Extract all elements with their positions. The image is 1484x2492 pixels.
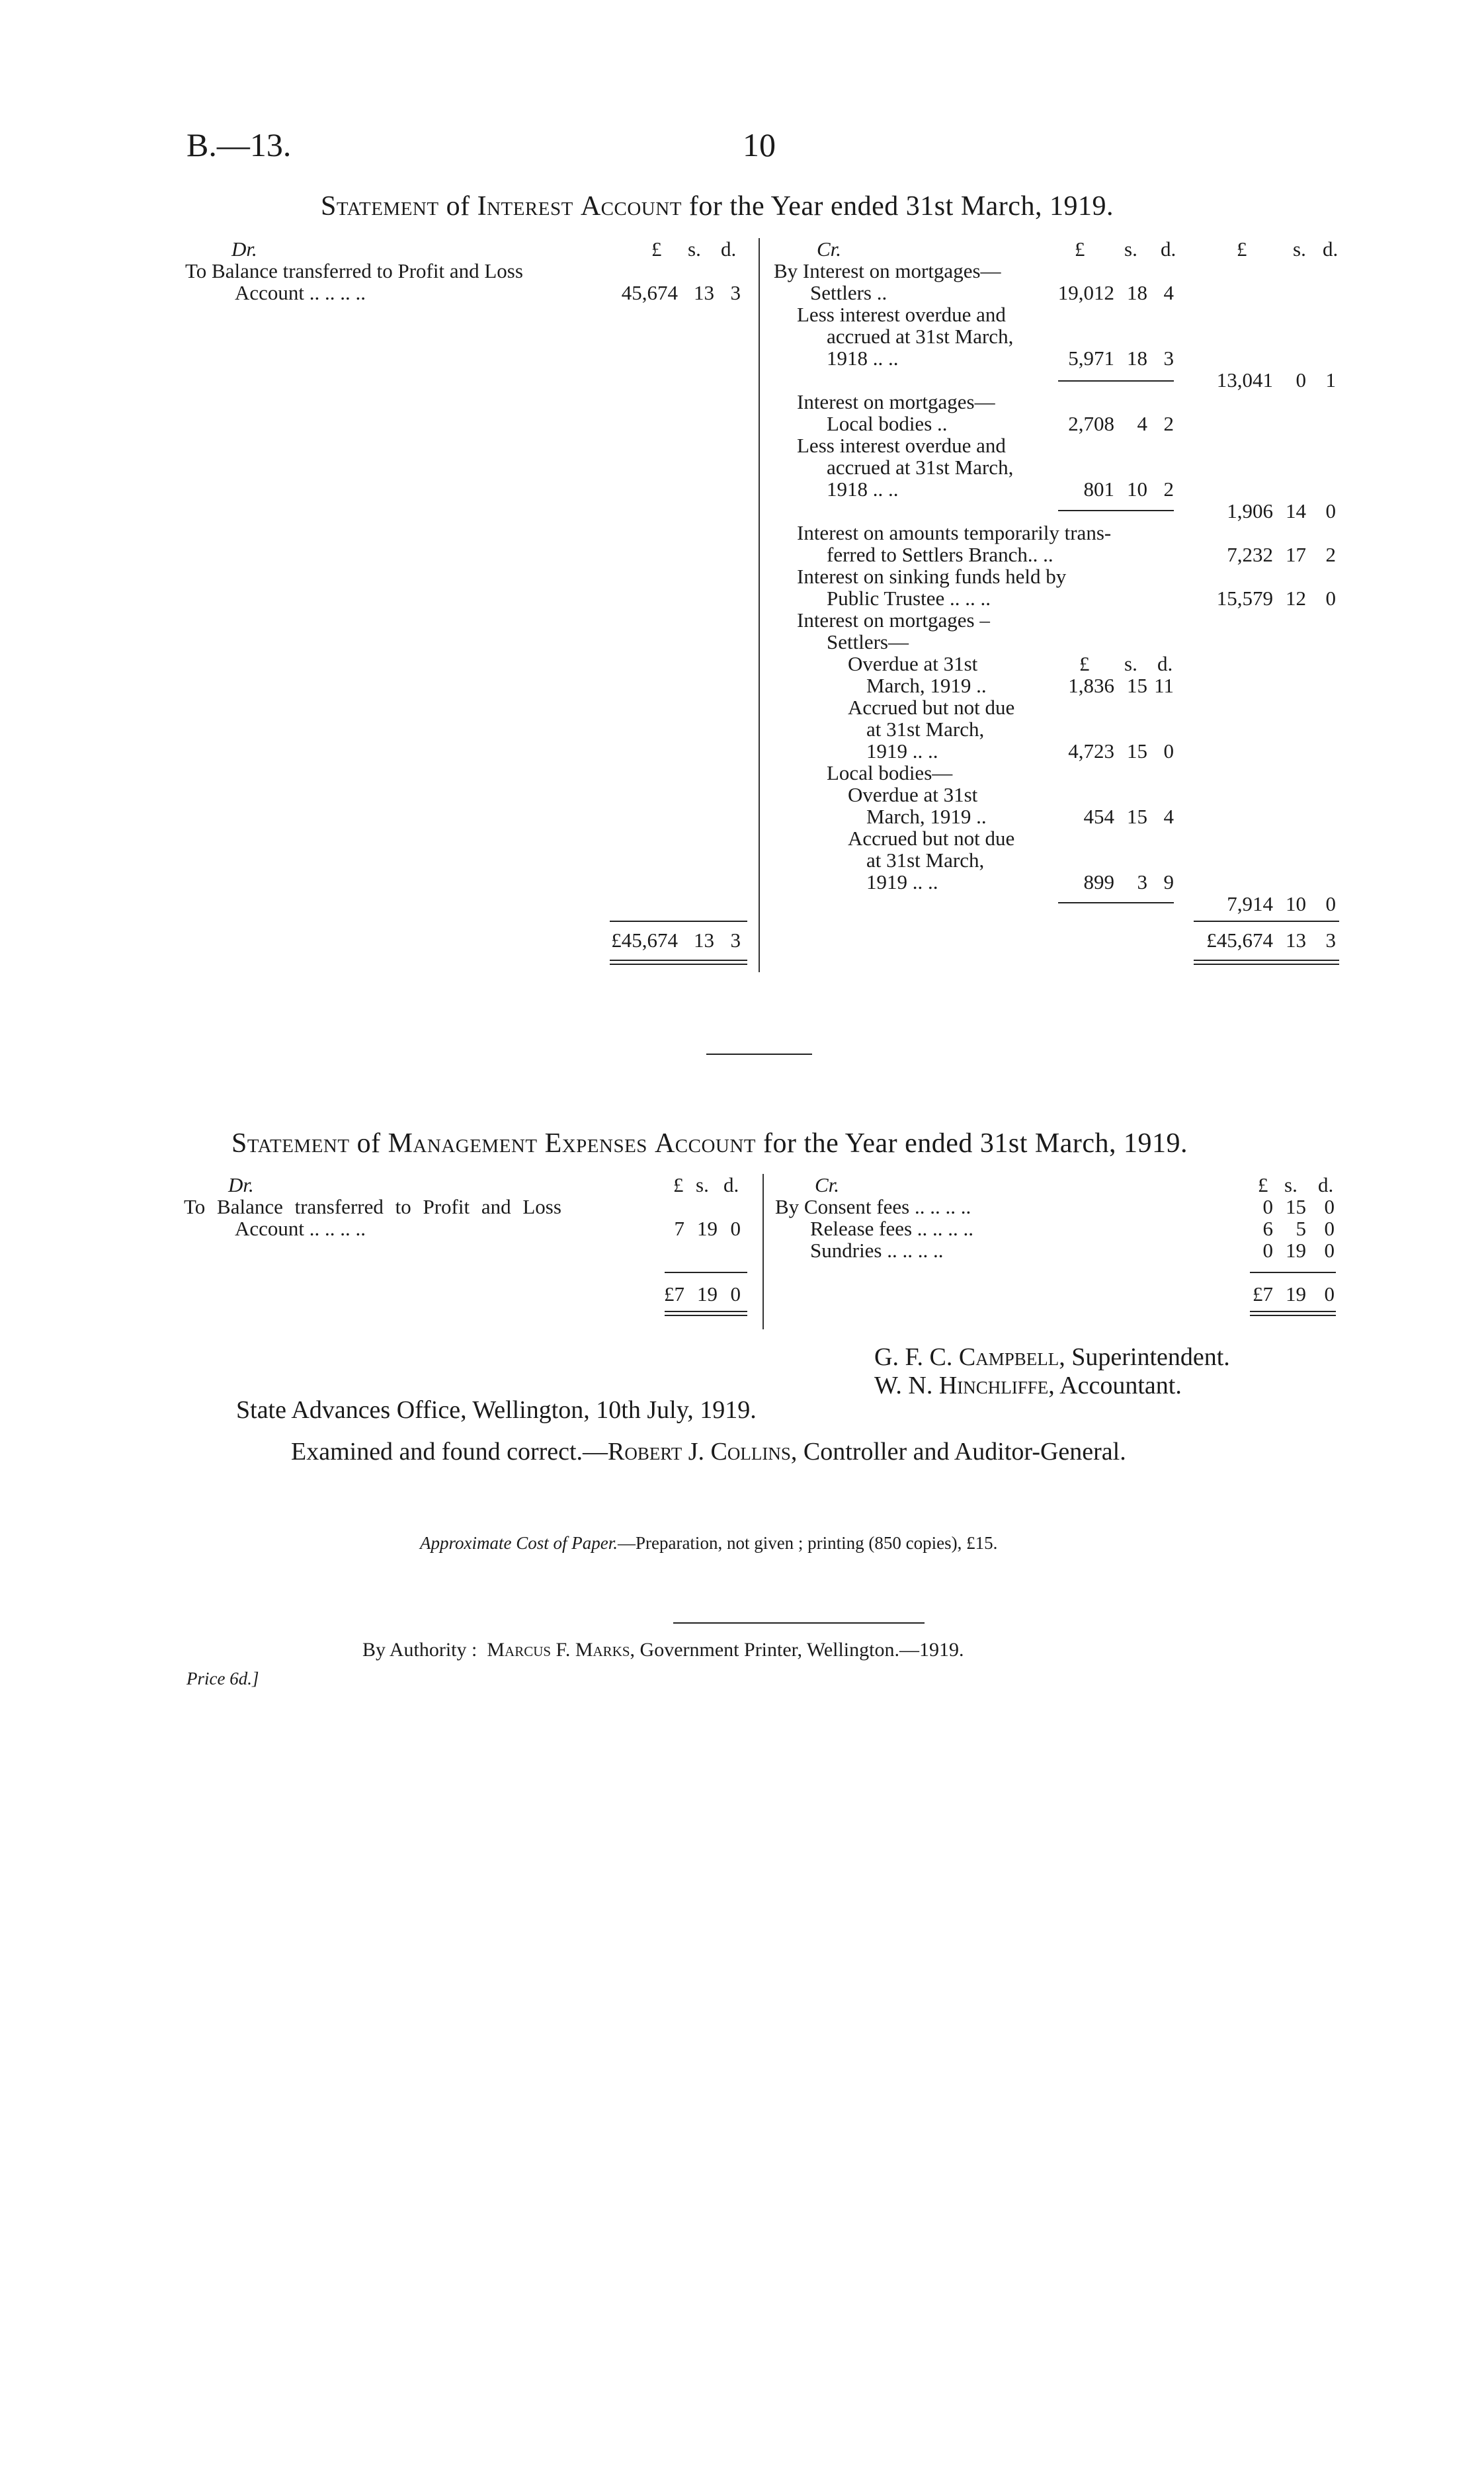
signature-accountant: W. N. Hinchliffe, Accountant. (874, 1372, 1182, 1399)
rule (1058, 510, 1174, 511)
cr-total-pence: 0 (1324, 1282, 1335, 1306)
cr-text: By Consent fees .. .. .. .. (775, 1195, 971, 1218)
cr-text: Local bodies— (827, 761, 953, 784)
pounds-header: £ (1258, 1173, 1268, 1196)
pounds-header: £ (1079, 652, 1090, 675)
dr-amount-pence: 3 (730, 281, 741, 304)
cr-total-shillings: 13 (1286, 929, 1306, 952)
dr-amount-pounds: 7 (674, 1217, 684, 1240)
column-divider (763, 1174, 764, 1329)
pence-header: d. (1157, 652, 1173, 675)
cr-text: accrued at 31st March, (827, 456, 1014, 479)
cr-text: Interest on amounts temporarily trans- (797, 521, 1112, 544)
cr-subtotal-pence: 0 (1325, 892, 1336, 915)
cr-label: Cr. (817, 237, 842, 261)
dr-entry-line1: To Balance transferred to Profit and Loss (185, 259, 523, 282)
cr-amount-pounds: 4,723 (1068, 739, 1114, 763)
cr-text: Less interest overdue and (797, 434, 1006, 457)
cr-amount-pounds: 19,012 (1057, 281, 1114, 304)
rule (1058, 380, 1174, 382)
double-rule (665, 1311, 747, 1316)
cr-amount-shillings: 19 (1286, 1239, 1306, 1262)
cr-amount-pence: 0 (1163, 739, 1174, 763)
cr-amount-shillings: 18 (1127, 281, 1147, 304)
cr-amount-shillings: 15 (1127, 739, 1147, 763)
document-reference: B.—13. (186, 126, 292, 163)
cr-text: accrued at 31st March, (827, 325, 1014, 348)
dr-total-pounds: £45,674 (611, 929, 678, 952)
management-expenses-title: Statement of Management Expenses Account for the Year ended 31st March, 1919. (231, 1128, 1188, 1159)
cr-text: at 31st March, (866, 849, 985, 872)
dr-amount-pence: 0 (730, 1217, 741, 1240)
dr-total-shillings: 13 (694, 929, 714, 952)
cr-subtotal-shillings: 0 (1296, 368, 1306, 392)
rule (1250, 1272, 1336, 1273)
signature-superintendent: G. F. C. Campbell, Superintendent. (874, 1343, 1230, 1371)
pence-header: d. (1161, 237, 1176, 261)
cost-of-paper-note: Approximate Cost of Paper.—Preparation, not given ; printing (850 copies), £15. (420, 1533, 998, 1553)
cr-text: Settlers .. (810, 281, 887, 304)
cr-amount-shillings: 3 (1137, 870, 1147, 893)
dr-label: Dr. (231, 237, 257, 261)
dr-entry-line2: Account .. .. .. .. (235, 1217, 366, 1240)
page-number: 10 (743, 126, 776, 163)
cr-amount-pounds: 6 (1262, 1217, 1273, 1240)
rule (665, 1272, 747, 1273)
cr-total-pounds: £45,674 (1206, 929, 1273, 952)
cr-amount-pounds: 5,971 (1068, 347, 1114, 370)
cr-label: Cr. (815, 1173, 840, 1196)
cr-text: Interest on mortgages – (797, 608, 990, 632)
dr-total-pounds: £7 (664, 1282, 684, 1306)
shillings-header: s. (688, 237, 701, 261)
cr-subtotal-pence: 1 (1325, 368, 1336, 392)
cr-text: March, 1919 .. (866, 805, 987, 828)
cr-amount-pence: 2 (1163, 478, 1174, 501)
pounds-header: £ (1237, 237, 1247, 261)
pounds-header: £ (651, 237, 662, 261)
dr-amount-pounds: 45,674 (621, 281, 678, 304)
cr-text: Less interest overdue and (797, 303, 1006, 326)
cr-amount-pence: 0 (1324, 1195, 1335, 1218)
cr-text: Settlers— (827, 630, 909, 653)
cr-amount-pence: 4 (1163, 281, 1174, 304)
dr-total-pence: 3 (730, 929, 741, 952)
rule (610, 921, 747, 922)
cr-text: 1918 .. .. (827, 478, 899, 501)
dr-label: Dr. (228, 1173, 254, 1196)
interest-account-title: Statement of Interest Account for the Year ended 31st March, 1919. (321, 191, 1114, 222)
cr-text: Overdue at 31st (848, 652, 978, 675)
cr-amount-pounds: 1,836 (1068, 674, 1114, 697)
cr-amount-pounds: 0 (1262, 1195, 1273, 1218)
pence-header: d. (723, 1173, 739, 1196)
cr-text: Accrued but not due (848, 696, 1015, 719)
cr-subtotal-pounds: 7,232 (1227, 543, 1273, 566)
cr-subtotal-pence: 0 (1325, 587, 1336, 610)
cr-amount-pence: 11 (1154, 674, 1174, 697)
cr-subtotal-shillings: 17 (1286, 543, 1306, 566)
pounds-header: £ (673, 1173, 684, 1196)
cr-text: March, 1919 .. (866, 674, 987, 697)
cr-amount-pence: 3 (1163, 347, 1174, 370)
section-separator (706, 1054, 812, 1055)
cr-subtotal-pounds: 15,579 (1216, 587, 1273, 610)
cr-subtotal-pounds: 7,914 (1227, 892, 1273, 915)
cr-subtotal-shillings: 10 (1286, 892, 1306, 915)
cr-amount-pence: 0 (1324, 1239, 1335, 1262)
cr-text: Release fees .. .. .. .. (810, 1217, 974, 1240)
cr-text: at 31st March, (866, 718, 985, 741)
office-date-line: State Advances Office, Wellington, 10th July, 1919. (236, 1396, 757, 1424)
cr-amount-shillings: 4 (1137, 412, 1147, 435)
cr-subtotal-shillings: 12 (1286, 587, 1306, 610)
cr-amount-shillings: 15 (1127, 674, 1147, 697)
cr-amount-pounds: 899 (1083, 870, 1114, 893)
shillings-header: s. (696, 1173, 709, 1196)
cr-text: Overdue at 31st (848, 783, 978, 806)
cr-amount-pence: 9 (1163, 870, 1174, 893)
cr-text: Sundries .. .. .. .. (810, 1239, 944, 1262)
cr-amount-pence: 0 (1324, 1217, 1335, 1240)
column-divider (759, 238, 760, 972)
cr-amount-pence: 2 (1163, 412, 1174, 435)
cr-subtotal-pounds: 13,041 (1216, 368, 1273, 392)
dr-entry-line1: To Balance transferred to Profit and Loss (184, 1195, 561, 1218)
pence-header: d. (1323, 237, 1339, 261)
dr-entry-line2: Account .. .. .. .. (235, 281, 366, 304)
cr-text: Public Trustee .. .. .. (827, 587, 991, 610)
cr-subtotal-shillings: 14 (1286, 499, 1306, 522)
price: Price 6d.] (186, 1669, 259, 1688)
cr-total-pounds: £7 (1253, 1282, 1273, 1306)
audit-certification: Examined and found correct.—Robert J. Collins, Controller and Auditor-General. (291, 1438, 1126, 1466)
double-rule (1194, 960, 1339, 965)
rule (1058, 902, 1174, 903)
shillings-header: s. (1284, 1173, 1298, 1196)
pence-header: d. (1318, 1173, 1334, 1196)
double-rule (1250, 1311, 1336, 1316)
cr-amount-pence: 4 (1163, 805, 1174, 828)
cr-text: Interest on sinking funds held by (797, 565, 1067, 588)
double-rule (610, 960, 747, 965)
cr-amount-pounds: 2,708 (1068, 412, 1114, 435)
cr-amount-shillings: 18 (1127, 347, 1147, 370)
cr-text: 1919 .. .. (866, 870, 938, 893)
rule (673, 1622, 925, 1624)
pounds-header: £ (1075, 237, 1085, 261)
cr-total-pence: 3 (1325, 929, 1336, 952)
shillings-header: s. (1124, 652, 1137, 675)
dr-total-shillings: 19 (697, 1282, 718, 1306)
cr-text: Accrued but not due (848, 827, 1015, 850)
dr-total-pence: 0 (730, 1282, 741, 1306)
cr-amount-shillings: 5 (1296, 1217, 1306, 1240)
shillings-header: s. (1124, 237, 1137, 261)
cr-text: By Interest on mortgages— (774, 259, 1001, 282)
cr-text: 1918 .. .. (827, 347, 899, 370)
cr-amount-pounds: 801 (1083, 478, 1114, 501)
cr-amount-pounds: 0 (1262, 1239, 1273, 1262)
cr-text: 1919 .. .. (866, 739, 938, 763)
cr-text: Local bodies .. (827, 412, 948, 435)
printer-authority: By Authority : Marcus F. Marks, Government Printer, Wellington.—1919. (362, 1639, 964, 1661)
dr-amount-shillings: 19 (697, 1217, 718, 1240)
cr-text: ferred to Settlers Branch.. .. (827, 543, 1053, 566)
cr-amount-pounds: 454 (1083, 805, 1114, 828)
cr-amount-shillings: 10 (1127, 478, 1147, 501)
cr-total-shillings: 19 (1286, 1282, 1306, 1306)
cr-subtotal-pence: 2 (1325, 543, 1336, 566)
cr-amount-shillings: 15 (1286, 1195, 1306, 1218)
cr-amount-shillings: 15 (1127, 805, 1147, 828)
shillings-header: s. (1293, 237, 1306, 261)
cr-subtotal-pence: 0 (1325, 499, 1336, 522)
dr-amount-shillings: 13 (694, 281, 714, 304)
cr-subtotal-pounds: 1,906 (1227, 499, 1273, 522)
rule (1194, 921, 1339, 922)
cr-text: Interest on mortgages— (797, 390, 995, 413)
pence-header: d. (721, 237, 737, 261)
